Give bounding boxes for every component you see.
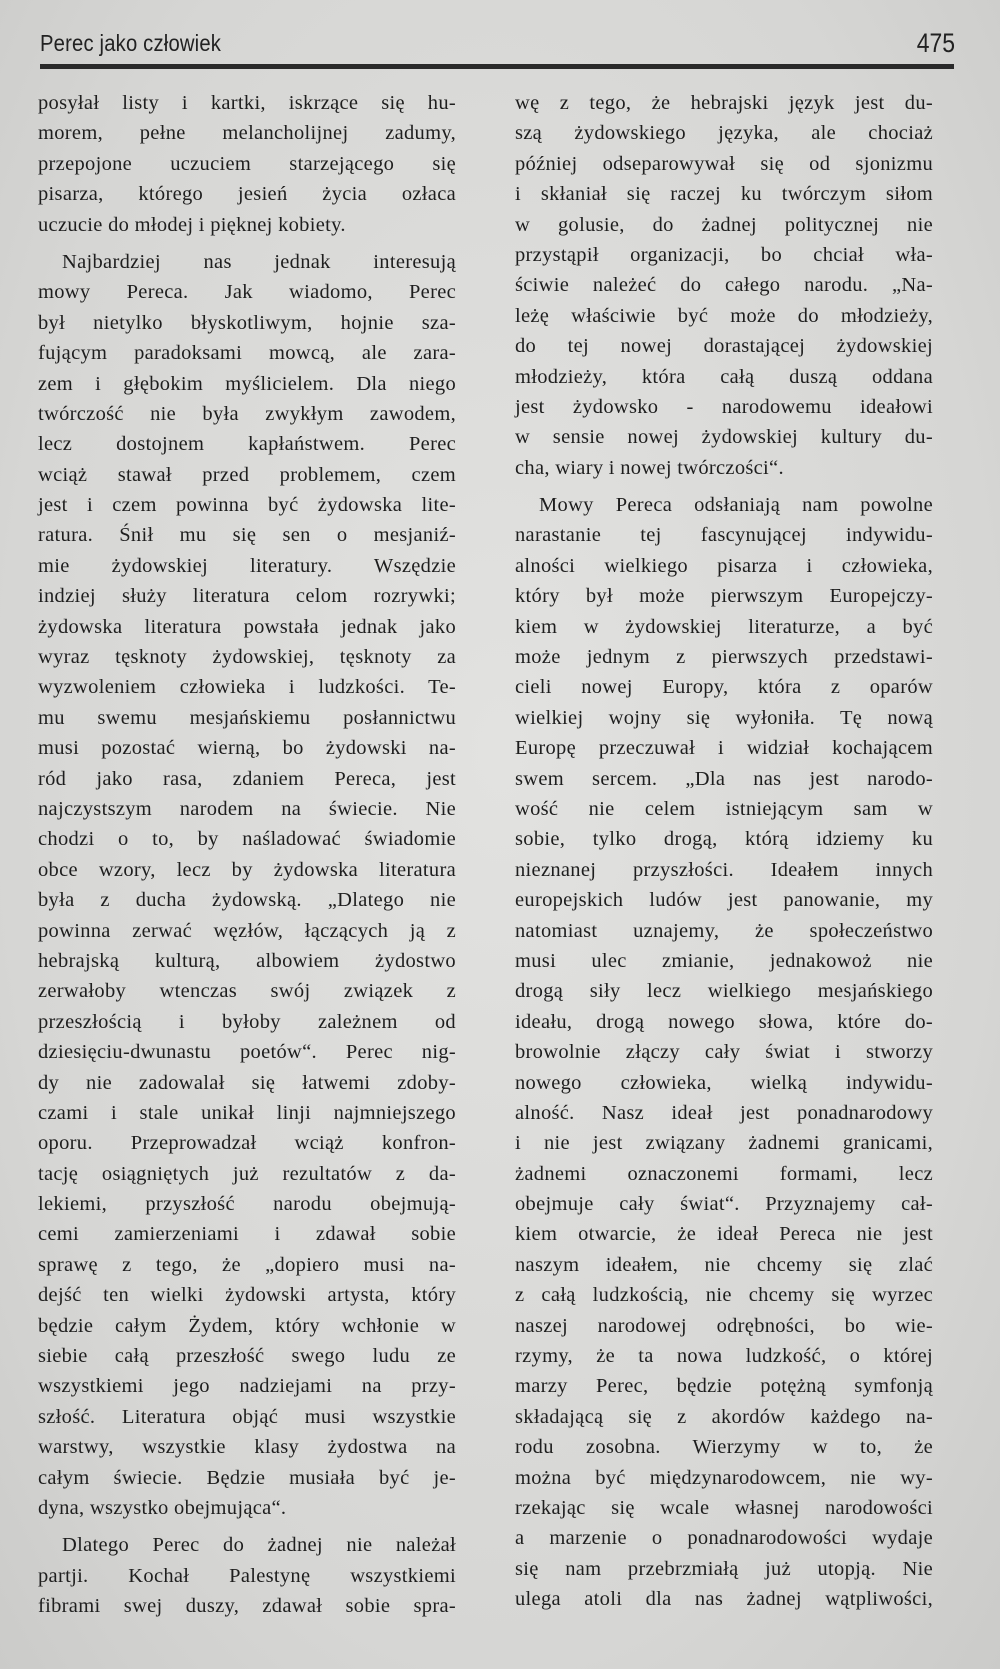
text-line: jest żydowsko - narodowemu ideałowi bbox=[515, 395, 933, 418]
text-line: hebrajską kulturą, albowiem żydostwo bbox=[38, 949, 456, 972]
text-line: rzekając się wcale własnej narodowości bbox=[515, 1496, 933, 1519]
text-line: Najbardziej nas jednak interesują bbox=[62, 250, 456, 273]
text-line: Mowy Pereca odsłaniają nam powolne bbox=[539, 494, 933, 517]
text-line: alność. Nasz ideał jest ponadnarodowy bbox=[515, 1101, 933, 1124]
text-line: się nam przebrzmiałą już utopją. Nie bbox=[515, 1557, 933, 1580]
text-line: kiem w żydowskiej literaturze, a być bbox=[515, 615, 933, 638]
text-line: nowego człowieka, wielką indywidu- bbox=[515, 1071, 933, 1094]
text-line: chodzi o to, by naśladować świadomie bbox=[38, 828, 456, 851]
text-line: fującym paradoksami mowcą, ale zara- bbox=[38, 342, 456, 365]
text-line: była z ducha żydowską. „Dlatego nie bbox=[38, 889, 456, 912]
text-line: naszym ideałem, nie chcemy się zlać bbox=[515, 1253, 933, 1276]
text-line: naszej narodowej odrębności, bo wie- bbox=[515, 1314, 933, 1337]
text-line: natomiast uznajemy, że społeczeństwo bbox=[515, 919, 933, 942]
text-line: twórczość nie była zwykłym zawodem, bbox=[38, 402, 456, 425]
text-line: ród jako rasa, zdaniem Pereca, jest bbox=[38, 767, 456, 790]
text-line: pisarza, którego jesień życia ozłaca bbox=[38, 183, 456, 206]
text-line: obce wzory, lecz by żydowska literatura bbox=[38, 858, 456, 881]
text-line: musi pozostać wierną, bo żydowski na- bbox=[38, 737, 456, 760]
text-line: szą żydowskiego języka, ale chociaż bbox=[515, 122, 933, 145]
text-line: browolnie złączy cały świat i stworzy bbox=[515, 1041, 933, 1064]
right-column bbox=[515, 88, 933, 1622]
text-line: cha, wiary i nowej twórczości“. bbox=[515, 456, 784, 479]
text-line: mie żydowskiej literatury. Wszędzie bbox=[38, 554, 456, 577]
text-line: ratura. Śnił mu się sen o mesjaniź- bbox=[38, 524, 456, 547]
text-line: cemi zamierzeniami i zdawał sobie bbox=[38, 1223, 456, 1246]
text-line: zerwałoby wtenczas swój związek z bbox=[38, 980, 456, 1003]
text-line: młodzieży, która całą duszą oddana bbox=[515, 365, 933, 388]
text-line: zem i głębokim myślicielem. Dla niego bbox=[38, 372, 456, 395]
text-line: dejść ten wielki żydowski artysta, który bbox=[38, 1284, 456, 1307]
text-line: mowy Pereca. Jak wiadomo, Perec bbox=[38, 281, 456, 304]
text-line: sobie, tylko drogą, którą idziemy ku bbox=[515, 828, 933, 851]
text-line: można być międzynarodowcem, nie wy- bbox=[515, 1466, 933, 1489]
text-line: rodu zosobna. Wierzymy w to, że bbox=[515, 1436, 933, 1459]
text-line: może jednym z pierwszych przedstawi- bbox=[515, 646, 933, 669]
text-line: w sensie nowej żydowskiej kultury du- bbox=[515, 426, 933, 449]
text-line: obejmuje cały świat“. Przyznajemy cał- bbox=[515, 1193, 933, 1216]
text-line: mu swemu mesjańskiemu posłannictwu bbox=[38, 706, 456, 729]
text-line: składającą się z akordów każdego na- bbox=[515, 1405, 933, 1428]
text-line: żydowska literatura powstała jednak jako bbox=[38, 615, 456, 638]
text-line: najczystszym narodem na świecie. Nie bbox=[38, 797, 456, 820]
text-line: lekiemi, przyszłość narodu obejmują- bbox=[38, 1193, 456, 1216]
text-line: wszystkiemi jego nadziejami na przy- bbox=[38, 1375, 456, 1398]
paragraph bbox=[38, 247, 456, 1523]
text-line: z całą ludzkością, nie chcemy się wyrzec bbox=[515, 1284, 933, 1307]
text-line: morem, pełne melancholijnej zadumy, bbox=[38, 122, 456, 145]
text-line: i nie jest związany żadnemi granicami, bbox=[515, 1132, 933, 1155]
header-rule bbox=[40, 64, 954, 69]
text-line: a marzenie o ponadnarodowości wydaje bbox=[515, 1527, 933, 1550]
paragraph bbox=[515, 490, 933, 1614]
text-line: jest i czem powinna być żydowska lite- bbox=[38, 494, 456, 517]
text-line: alności wielkiego pisarza i człowieka, bbox=[515, 554, 933, 577]
text-line: szłość. Literatura objąć musi wszystkie bbox=[38, 1405, 456, 1428]
paragraph bbox=[38, 88, 456, 240]
text-line: narastanie tej fascynującej indywidu- bbox=[515, 524, 933, 547]
text-line: który był może pierwszym Europejczy- bbox=[515, 585, 933, 608]
text-line: partji. Kochał Palestynę wszystkiemi bbox=[38, 1564, 456, 1587]
text-line: wyzwoleniem człowieka i ludzkości. Te- bbox=[38, 676, 456, 699]
text-line: lecz dostojnem kapłaństwem. Perec bbox=[38, 433, 456, 456]
text-line: przepojone uczuciem starzejącego się bbox=[38, 152, 456, 175]
text-line: żadnemi oznaczonemi formami, lecz bbox=[515, 1162, 933, 1185]
text-line: warstwy, wszystkie klasy żydostwa na bbox=[38, 1436, 456, 1459]
paragraph bbox=[515, 88, 933, 483]
text-line: rzymy, że ta nowa ludzkość, o której bbox=[515, 1345, 933, 1368]
text-line: musi ulec zmianie, jednakowoż nie bbox=[515, 949, 933, 972]
text-line: przeszłością i byłoby zależnem od bbox=[38, 1010, 456, 1033]
paragraph bbox=[38, 1530, 456, 1621]
text-line: fibrami swej duszy, zdawał sobie spra- bbox=[38, 1595, 456, 1618]
text-line: ulega atoli dla nas żadnej wątpliwości, bbox=[515, 1588, 933, 1611]
text-line: sprawę z tego, że „dopiero musi na- bbox=[38, 1253, 456, 1276]
text-line: wość nie celem istniejącym sam w bbox=[515, 797, 933, 820]
text-line: będzie całym Żydem, który wchłonie w bbox=[38, 1314, 456, 1337]
text-line: wę z tego, że hebrajski język jest du- bbox=[515, 92, 933, 114]
text-line: siebie całą przeszłość swego ludu ze bbox=[38, 1345, 456, 1368]
text-line: swem sercem. „Dla nas jest narodo- bbox=[515, 767, 933, 790]
page-number: 475 bbox=[916, 28, 955, 58]
text-line: wciąż stawał przed problemem, czem bbox=[38, 463, 456, 486]
text-line: indziej służy literatura celom rozrywki; bbox=[38, 585, 456, 608]
text-line: marzy Perec, będzie potężną symfonją bbox=[515, 1375, 933, 1398]
text-line: tację osiągniętych już rezultatów z da- bbox=[38, 1162, 456, 1185]
text-line: dy nie zadowalał się łatwemi zdoby- bbox=[38, 1071, 456, 1094]
text-line: kiem otwarcie, że ideał Pereca nie jest bbox=[515, 1223, 933, 1246]
text-line: i skłaniał się raczej ku twórczym siłom bbox=[515, 183, 933, 206]
text-line: ideału, drogą nowego słowa, które do- bbox=[515, 1010, 933, 1033]
text-line: ściwie należeć do całego narodu. „Na- bbox=[515, 274, 933, 297]
text-line: czami i stale unikał linji najmniejszego bbox=[38, 1101, 456, 1124]
text-line: drogą siły lecz wielkiego mesjańskiego bbox=[515, 980, 933, 1003]
text-line: był nietylko błyskotliwym, hojnie sza- bbox=[38, 311, 456, 334]
text-line: cieli nowej Europy, która z oparów bbox=[515, 676, 933, 699]
left-column bbox=[38, 88, 456, 1629]
text-line: nieznanej przyszłości. Ideałem innych bbox=[515, 858, 933, 881]
text-line: dyna, wszystko obejmująca“. bbox=[38, 1496, 287, 1519]
text-line: posyłał listy i kartki, iskrzące się hu- bbox=[38, 92, 456, 114]
text-line: Europę przeczuwał i widział kochającem bbox=[515, 737, 933, 760]
text-line: europejskich ludów jest panowanie, my bbox=[515, 889, 933, 912]
text-line: całym świecie. Będzie musiała być je- bbox=[38, 1466, 456, 1489]
text-line: dziesięciu-dwunastu poetów“. Perec nig- bbox=[38, 1041, 456, 1064]
text-line: przystąpił organizacji, bo chciał wła- bbox=[515, 243, 933, 266]
text-line: oporu. Przeprowadzał wciąż konfron- bbox=[38, 1132, 456, 1155]
text-line: wyraz tęsknoty żydowskiej, tęsknoty za bbox=[38, 646, 456, 669]
text-line: w golusie, do żadnej politycznej nie bbox=[515, 213, 933, 236]
text-line: później odseparowywał się od sjonizmu bbox=[515, 152, 933, 175]
text-line: Dlatego Perec do żadnej nie należał bbox=[62, 1534, 456, 1557]
text-line: leżę właściwie być może do młodzieży, bbox=[515, 304, 933, 327]
text-line: wielkiej wojny się wyłoniła. Tę nową bbox=[515, 706, 933, 729]
text-line: uczucie do młodej i pięknej kobiety. bbox=[38, 213, 346, 236]
running-header-title: Perec jako człowiek bbox=[40, 30, 222, 56]
text-line: do tej nowej dorastającej żydowskiej bbox=[515, 335, 933, 358]
text-line: powinna zerwać węzłów, łączących ją z bbox=[38, 919, 456, 942]
